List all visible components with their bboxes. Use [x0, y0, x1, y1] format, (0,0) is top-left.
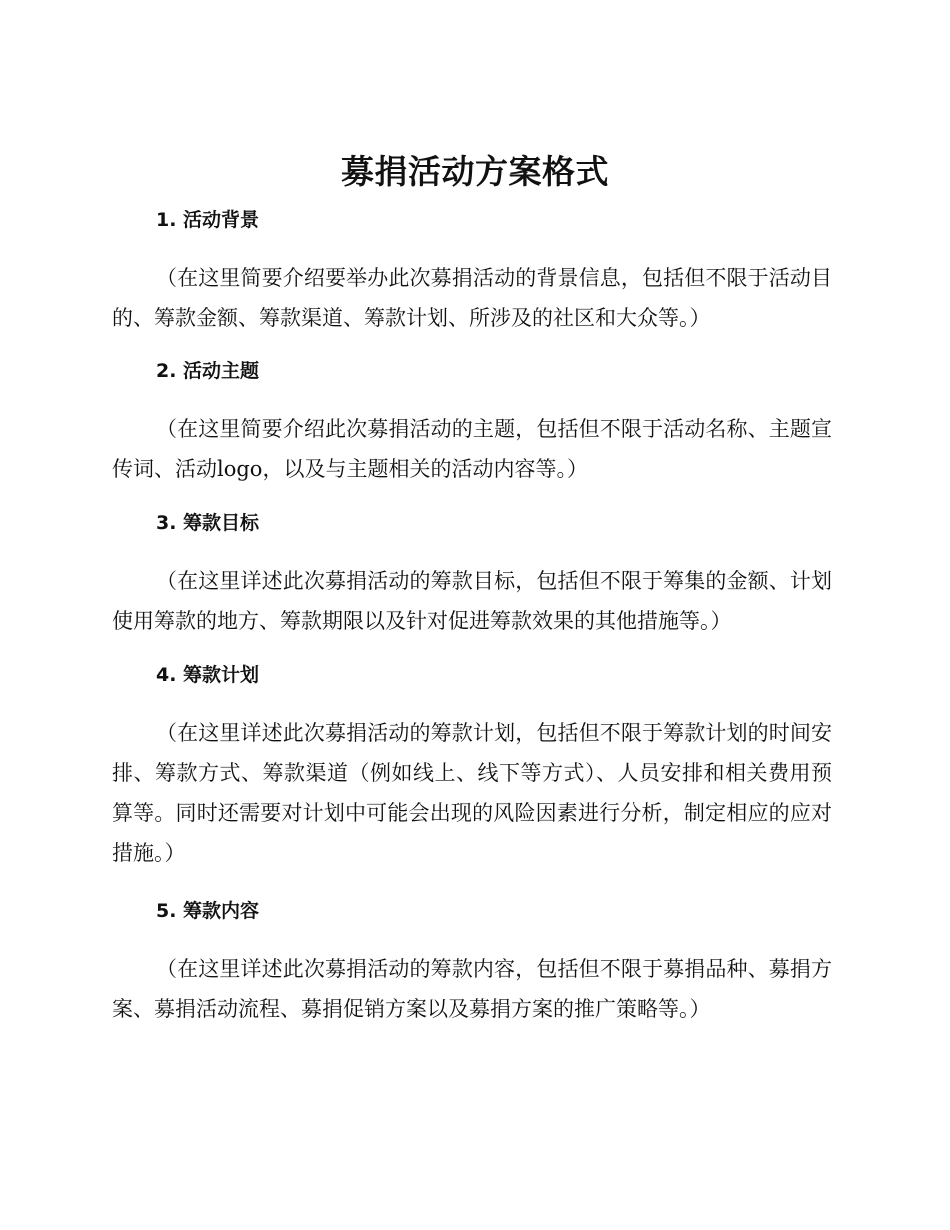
section-theme	[112, 355, 832, 489]
document-title: 募捐活动方案格式	[341, 152, 609, 191]
section-background	[112, 204, 832, 338]
section-heading: 2. 活动主题	[156, 360, 260, 382]
section-body: （在这里简要介绍此次募捐活动的主题，包括但不限于活动名称、主题宣传词、活动logo，以及与主题相关的活动内容等。）	[112, 417, 832, 481]
section-heading: 5. 筹款内容	[156, 900, 260, 922]
section-heading: 1. 活动背景	[156, 209, 260, 231]
section-body: （在这里详述此次募捐活动的筹款内容，包括但不限于募捐品种、募捐方案、募捐活动流程、募捐促销方案以及募捐方案的推广策略等。）	[112, 957, 832, 1021]
section-fundraising-plan	[112, 659, 832, 873]
section-heading: 4. 筹款计划	[156, 664, 260, 686]
section-fundraising-content	[112, 895, 832, 1029]
section-body: （在这里详述此次募捐活动的筹款计划，包括但不限于筹款计划的时间安排、筹款方式、筹款渠道（例如线上、线下等方式）、人员安排和相关费用预算等。同时还需要对计划中可能会出现的风险因素进行分析，制定相应的应对措施。）	[112, 721, 832, 865]
section-body: （在这里简要介绍要举办此次募捐活动的背景信息，包括但不限于活动目的、筹款金额、筹款渠道、筹款计划、所涉及的社区和大众等。）	[112, 266, 832, 330]
section-fundraising-goal	[112, 507, 832, 641]
section-heading: 3. 筹款目标	[156, 512, 260, 534]
section-body: （在这里详述此次募捐活动的筹款目标，包括但不限于筹集的金额、计划使用筹款的地方、筹款期限以及针对促进筹款效果的其他措施等。）	[112, 569, 832, 633]
